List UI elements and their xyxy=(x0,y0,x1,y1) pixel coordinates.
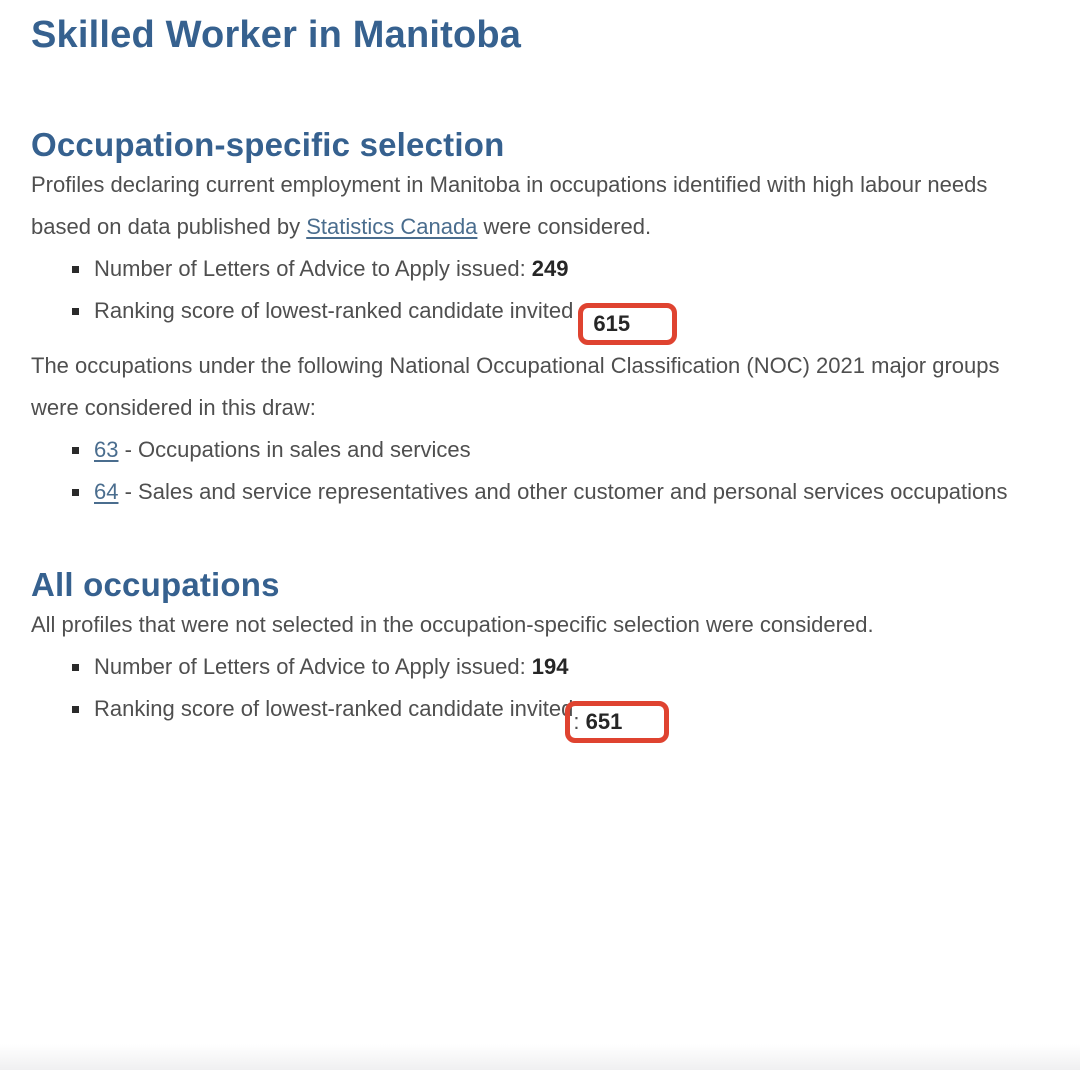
noc-intro-paragraph: The occupations under the following National Occupational Classification (NOC) 2021 major groups were considered in this draw: xyxy=(31,353,1000,420)
intro-text-before-link: Profiles declaring current employment in Manitoba in occupations identified with high labour needs based on data published by xyxy=(31,172,988,239)
occupation-specific-intro xyxy=(31,164,1040,248)
cutoff-score: 615 xyxy=(593,311,631,336)
cutoff-score: 651 xyxy=(585,709,623,734)
score-colon: : xyxy=(573,709,586,734)
list-item-loa-issued xyxy=(94,248,1040,290)
section-heading-occupation-specific: Occupation-specific selection xyxy=(31,126,505,163)
all-occupations-stats-list xyxy=(31,646,1040,743)
loa-label: Number of Letters of Advice to Apply issued: xyxy=(94,654,532,679)
noc-group-63-link[interactable]: 63 xyxy=(94,437,119,462)
noc-64-description: - Sales and service representatives and other customer and personal services occupations xyxy=(118,479,1008,504)
page-bottom-fade xyxy=(0,1044,1080,1070)
loa-count: 249 xyxy=(531,256,569,281)
ranking-score-label: Ranking score of lowest-ranked candidate invited xyxy=(94,298,574,323)
noc-group-64-link[interactable]: 64 xyxy=(94,479,119,504)
all-occupations-intro: All profiles that were not selected in the occupation-specific selection were considered. xyxy=(31,612,874,637)
list-item-noc-63 xyxy=(94,429,1040,471)
highlight-box-651 xyxy=(565,701,669,743)
ranking-score-label: Ranking score of lowest-ranked candidate invited xyxy=(94,696,574,721)
occupation-specific-stats-list xyxy=(31,248,1040,345)
section-heading-all-occupations: All occupations xyxy=(31,566,280,603)
noc-63-description: - Occupations in sales and services xyxy=(118,437,471,462)
highlight-box-615 xyxy=(578,303,677,345)
statistics-canada-link[interactable]: Statistics Canada xyxy=(306,214,478,239)
intro-text-after-link: were considered. xyxy=(477,214,652,239)
list-item-loa-issued xyxy=(94,646,1040,688)
list-item-ranking-score xyxy=(94,290,1040,345)
list-item-noc-64 xyxy=(94,471,1040,513)
noc-groups-list xyxy=(31,429,1040,513)
list-item-ranking-score xyxy=(94,688,1040,743)
page-title: Skilled Worker in Manitoba xyxy=(31,14,522,56)
loa-label: Number of Letters of Advice to Apply issued: xyxy=(94,256,532,281)
loa-count: 194 xyxy=(531,654,569,679)
